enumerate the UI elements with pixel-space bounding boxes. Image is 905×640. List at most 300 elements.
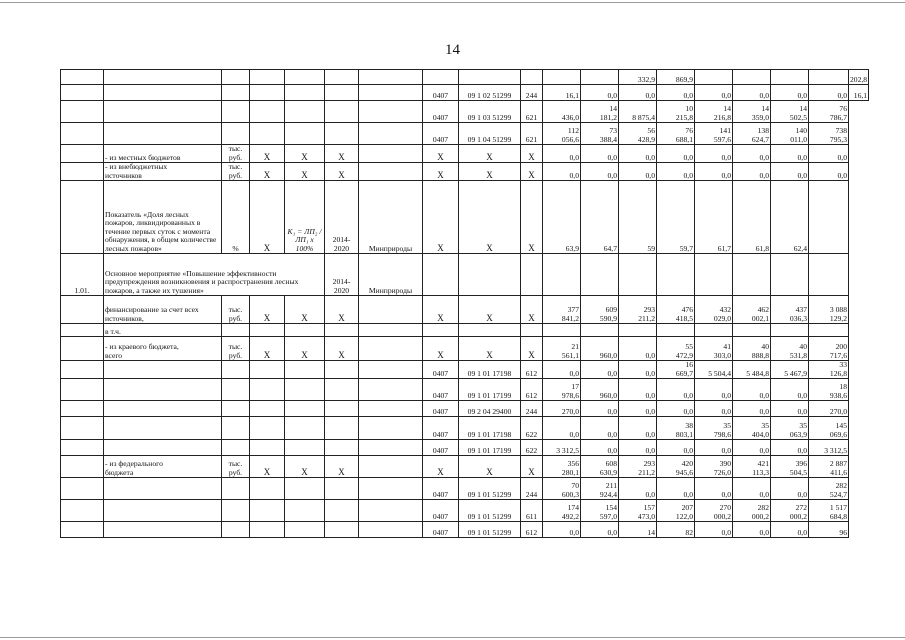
table-cell: X	[423, 145, 459, 163]
table-cell: 73 388,4	[581, 123, 619, 145]
table-cell: X	[250, 163, 285, 181]
table-cell: 40 531,8	[771, 337, 809, 361]
table-cell: X	[325, 337, 359, 361]
table-row	[61, 456, 869, 478]
table-cell	[809, 324, 849, 337]
table-cell: 0,0	[619, 401, 657, 417]
table-cell: 138 624,7	[733, 123, 771, 145]
table-cell: 55 472,9	[657, 337, 695, 361]
table-cell: 40 888,8	[733, 337, 771, 361]
table-cell	[325, 417, 359, 440]
table-cell	[285, 500, 325, 522]
table-cell: 2 887 411,6	[809, 456, 849, 478]
table-row	[61, 324, 869, 337]
table-cell	[359, 324, 423, 337]
table-cell: Минприроды	[359, 254, 423, 296]
table-cell: 960,0	[581, 337, 619, 361]
table-cell: X	[521, 337, 543, 361]
table-cell: 396 504,5	[771, 456, 809, 478]
table-cell: 14	[619, 522, 657, 538]
table-row	[61, 522, 869, 538]
table-cell	[459, 254, 521, 296]
table-cell	[104, 379, 222, 401]
table-cell	[359, 85, 423, 101]
table-cell: X	[521, 181, 543, 254]
table-cell	[359, 361, 423, 379]
table-cell: 270,0	[809, 401, 849, 417]
table-cell	[104, 522, 222, 538]
table-cell: 390 726,0	[695, 456, 733, 478]
table-cell: 14 181,2	[581, 101, 619, 123]
table-cell	[521, 324, 543, 337]
table-row	[61, 101, 869, 123]
table-row	[61, 478, 869, 500]
table-cell: 10 215,8	[657, 101, 695, 123]
table-cell: 0,0	[809, 163, 849, 181]
table-cell	[222, 324, 250, 337]
table-cell: 0,0	[581, 361, 619, 379]
table-cell: 0,0	[771, 85, 809, 101]
table-cell	[104, 101, 222, 123]
table-cell: 0,0	[619, 478, 657, 500]
top-edge-rule	[0, 2, 905, 3]
table-row	[61, 417, 869, 440]
table-cell: 09 1 02 51299	[459, 85, 521, 101]
table-cell: 200 717,6	[809, 337, 849, 361]
table-cell	[325, 70, 359, 85]
table-cell	[104, 417, 222, 440]
table-cell: тыс. руб.	[222, 337, 250, 361]
table-cell: X	[459, 163, 521, 181]
table-cell	[809, 254, 849, 296]
table-cell	[521, 254, 543, 296]
table-cell: 0,0	[733, 379, 771, 401]
table-cell: 293 211,2	[619, 456, 657, 478]
table-cell: 8 875,4	[619, 101, 657, 123]
table-cell: 0,0	[733, 522, 771, 538]
table-cell	[733, 254, 771, 296]
table-cell: 56 428,9	[619, 123, 657, 145]
table-cell: 0,0	[695, 440, 733, 456]
table-cell	[325, 401, 359, 417]
table-cell: X	[250, 337, 285, 361]
table-cell: X	[423, 181, 459, 254]
table-cell: 0,0	[581, 417, 619, 440]
table-cell: 14 216,8	[695, 101, 733, 123]
table-cell: 1.01.	[61, 254, 104, 296]
table-cell: 3 088 129,2	[809, 296, 849, 324]
table-cell	[809, 70, 849, 85]
table-cell	[61, 417, 104, 440]
table-cell	[222, 500, 250, 522]
table-cell: 2014- 2020	[325, 254, 359, 296]
table-cell	[61, 361, 104, 379]
table-cell: 244	[521, 401, 543, 417]
table-cell	[695, 324, 733, 337]
table-cell	[325, 85, 359, 101]
table-cell: 154 597,0	[581, 500, 619, 522]
table-cell: 1 517 684,8	[809, 500, 849, 522]
table-cell: 869,9	[657, 70, 695, 85]
table-cell: Основное мероприятие «Повышение эффективности предупреждения возникновения и распространения лесных пожаров, а также их тушения»	[104, 254, 325, 296]
table-cell: 0,0	[543, 522, 581, 538]
table-cell	[543, 254, 581, 296]
table-cell	[104, 401, 222, 417]
table-cell	[61, 181, 104, 254]
table-cell	[222, 478, 250, 500]
table-cell	[581, 324, 619, 337]
table-cell: 140 011,0	[771, 123, 809, 145]
table-cell: 282 524,7	[809, 478, 849, 500]
table-cell: 0,0	[695, 85, 733, 101]
table-cell: 0,0	[657, 379, 695, 401]
table-cell: 09 1 01 17199	[459, 440, 521, 456]
table-cell: X	[459, 337, 521, 361]
table-cell: 0,0	[657, 145, 695, 163]
table-cell	[285, 401, 325, 417]
table-cell: 0407	[423, 417, 459, 440]
table-cell	[423, 324, 459, 337]
table-cell: - из внебюджетных источников	[104, 163, 222, 181]
table-row	[61, 254, 869, 296]
table-cell: 0,0	[657, 440, 695, 456]
table-cell	[222, 85, 250, 101]
table-cell: 112 056,6	[543, 123, 581, 145]
table-cell	[359, 70, 423, 85]
table-cell: 0407	[423, 500, 459, 522]
table-cell	[250, 379, 285, 401]
table-row	[61, 181, 869, 254]
table-cell	[285, 70, 325, 85]
table-cell	[359, 401, 423, 417]
table-cell	[771, 70, 809, 85]
table-cell: 0,0	[733, 440, 771, 456]
table-cell	[104, 123, 222, 145]
table-cell: 420 945,6	[657, 456, 695, 478]
table-cell: 377 841,2	[543, 296, 581, 324]
table-cell: X	[285, 296, 325, 324]
bottom-edge-rule	[0, 637, 905, 638]
table-cell	[61, 522, 104, 538]
table-cell: 41 303,0	[695, 337, 733, 361]
table-cell: 293 211,2	[619, 296, 657, 324]
table-cell: тыс. руб.	[222, 296, 250, 324]
table-cell: X	[325, 145, 359, 163]
table-cell: 0,0	[619, 337, 657, 361]
table-cell: Показатель «Доля лесных пожаров, ликвидированных в течение первых суток с момента обнаружения, в общем количестве лесных пожаров»	[104, 181, 222, 254]
table-cell	[250, 85, 285, 101]
page-number: 14	[445, 42, 460, 58]
table-cell: 5 467,9	[771, 361, 809, 379]
table-cell: 0,0	[771, 440, 809, 456]
table-cell	[325, 500, 359, 522]
table-cell: 5 484,8	[733, 361, 771, 379]
table-cell	[657, 324, 695, 337]
table-cell: 738 795,3	[809, 123, 849, 145]
table-cell	[285, 324, 325, 337]
table-cell	[619, 254, 657, 296]
table-cell	[325, 361, 359, 379]
table-cell	[325, 379, 359, 401]
table-cell: - из краевого бюджета, всего	[104, 337, 222, 361]
table-cell: 0,0	[581, 522, 619, 538]
table-cell	[250, 440, 285, 456]
table-cell: 76 786,7	[809, 101, 849, 123]
table-row	[61, 85, 869, 101]
table-cell: в т.ч.	[104, 324, 222, 337]
table-cell: 141 597,6	[695, 123, 733, 145]
table-cell: 612	[521, 379, 543, 401]
table-cell: 0,0	[619, 417, 657, 440]
table-cell: 59	[619, 181, 657, 254]
table-cell: 0,0	[581, 440, 619, 456]
table-cell	[61, 456, 104, 478]
table-cell	[250, 324, 285, 337]
table-cell: 3 312,5	[543, 440, 581, 456]
table-cell: X	[250, 296, 285, 324]
table-cell: 3 312,5	[809, 440, 849, 456]
table-cell: 14 502,5	[771, 101, 809, 123]
table-cell	[459, 324, 521, 337]
table-cell	[423, 70, 459, 85]
table-cell	[61, 145, 104, 163]
table-cell	[359, 145, 423, 163]
table-cell: тыс. руб.	[222, 456, 250, 478]
table-cell	[250, 101, 285, 123]
table-cell: 0,0	[695, 145, 733, 163]
table-cell	[285, 478, 325, 500]
table-cell: 622	[521, 417, 543, 440]
table-cell	[61, 440, 104, 456]
table-cell	[250, 361, 285, 379]
table-row	[61, 440, 869, 456]
table-cell: 09 1 01 51299	[459, 500, 521, 522]
table-cell: 35 798,6	[695, 417, 733, 440]
table-cell	[222, 101, 250, 123]
table-cell: 0,0	[695, 379, 733, 401]
table-cell: 62,4	[771, 181, 809, 254]
table-cell	[359, 296, 423, 324]
table-cell	[695, 254, 733, 296]
table-cell	[61, 500, 104, 522]
table-cell	[771, 254, 809, 296]
table-cell: 0,0	[657, 478, 695, 500]
table-cell: 608 630,9	[581, 456, 619, 478]
table-cell: 0,0	[695, 163, 733, 181]
table-cell	[250, 70, 285, 85]
table-cell	[359, 440, 423, 456]
table-cell: 61,7	[695, 181, 733, 254]
table-cell: тыс. руб.	[222, 145, 250, 163]
table-cell: 0,0	[581, 401, 619, 417]
table-cell: Минприроды	[359, 181, 423, 254]
table-row	[61, 379, 869, 401]
table-cell	[359, 500, 423, 522]
table-cell: 0,0	[771, 163, 809, 181]
table-cell: 63,9	[543, 181, 581, 254]
table-cell: 0,0	[733, 145, 771, 163]
table-cell	[285, 522, 325, 538]
table-cell: 462 002,1	[733, 296, 771, 324]
table-cell: X	[325, 296, 359, 324]
table-cell	[325, 101, 359, 123]
table-row	[61, 500, 869, 522]
table-cell: 96	[809, 522, 849, 538]
table-cell: X	[459, 145, 521, 163]
table-cell	[250, 478, 285, 500]
table-cell: 0,0	[619, 440, 657, 456]
table-cell: 0,0	[695, 478, 733, 500]
table-cell: 0,0	[543, 417, 581, 440]
table-cell	[104, 500, 222, 522]
table-cell: 0,0	[619, 85, 657, 101]
table-cell	[250, 500, 285, 522]
table-cell	[61, 401, 104, 417]
table-cell: 612	[521, 361, 543, 379]
table-cell	[61, 101, 104, 123]
table-cell: K₁ = ЛП₂ / ЛП₁ x 100%	[285, 181, 325, 254]
table-cell: 0407	[423, 401, 459, 417]
table-cell	[222, 417, 250, 440]
table-row	[61, 123, 869, 145]
table-cell: 622	[521, 440, 543, 456]
table-cell: 0,0	[657, 85, 695, 101]
table-cell: финансирование за счет всех источников,	[104, 296, 222, 324]
table-cell: 09 1 01 17198	[459, 361, 521, 379]
table-cell: 18 938,6	[809, 379, 849, 401]
table-cell	[359, 456, 423, 478]
table-cell: 0407	[423, 478, 459, 500]
table-cell	[61, 478, 104, 500]
table-cell: 09 1 03 51299	[459, 101, 521, 123]
table-cell: 202,8	[849, 70, 869, 85]
table-cell: 76 688,1	[657, 123, 695, 145]
table-row	[61, 70, 869, 85]
table-cell: 476 418,5	[657, 296, 695, 324]
table-cell	[359, 379, 423, 401]
table-cell: 5 504,4	[695, 361, 733, 379]
table-cell	[250, 401, 285, 417]
table-cell: 0,0	[581, 85, 619, 101]
table-cell: 0,0	[809, 85, 849, 101]
table-cell	[325, 440, 359, 456]
table-cell: 0,0	[771, 478, 809, 500]
table-cell	[809, 181, 849, 254]
table-cell: X	[521, 163, 543, 181]
table-cell	[61, 337, 104, 361]
table-cell: 09 1 01 51299	[459, 478, 521, 500]
table-cell	[222, 70, 250, 85]
table-cell	[222, 361, 250, 379]
table-cell: 0407	[423, 85, 459, 101]
table-cell: X	[521, 145, 543, 163]
table-cell: X	[285, 163, 325, 181]
table-cell	[61, 163, 104, 181]
table-cell: 0407	[423, 440, 459, 456]
table-cell	[222, 401, 250, 417]
table-cell: 436,0	[543, 101, 581, 123]
table-cell: 0,0	[543, 145, 581, 163]
table-cell: 0,0	[733, 478, 771, 500]
table-cell: 0,0	[771, 379, 809, 401]
table-cell: тыс. руб.	[222, 163, 250, 181]
table-cell	[285, 123, 325, 145]
table-cell	[250, 522, 285, 538]
table-cell: X	[521, 456, 543, 478]
table-row	[61, 145, 869, 163]
table-cell	[521, 70, 543, 85]
table-cell	[359, 123, 423, 145]
table-cell: 0,0	[733, 163, 771, 181]
table-cell: X	[285, 456, 325, 478]
table-cell: 0,0	[619, 379, 657, 401]
table-cell	[581, 70, 619, 85]
table-cell	[325, 478, 359, 500]
table-cell	[581, 254, 619, 296]
table-cell: X	[423, 163, 459, 181]
table-row	[61, 296, 869, 324]
table-cell: 611	[521, 500, 543, 522]
table-cell: 17 978,6	[543, 379, 581, 401]
table-cell: 70 600,3	[543, 478, 581, 500]
table-cell: 174 492,2	[543, 500, 581, 522]
table-cell: X	[250, 145, 285, 163]
table-cell: 0,0	[733, 85, 771, 101]
table-cell: 64,7	[581, 181, 619, 254]
table-cell: X	[285, 337, 325, 361]
table-cell: 0,0	[619, 145, 657, 163]
table-cell: 16,1	[543, 85, 581, 101]
table-cell: 0,0	[619, 361, 657, 379]
table-cell: 621	[521, 101, 543, 123]
table-cell	[61, 85, 104, 101]
table-cell: X	[325, 163, 359, 181]
table-cell: 0,0	[619, 163, 657, 181]
table-cell	[543, 324, 581, 337]
table-cell: 272 000,2	[771, 500, 809, 522]
table-cell: 0,0	[543, 163, 581, 181]
table-cell: 14 359,0	[733, 101, 771, 123]
table-cell: 35 063,9	[771, 417, 809, 440]
table-cell	[285, 361, 325, 379]
table-cell: - из местных бюджетов	[104, 145, 222, 163]
table-cell: 0407	[423, 522, 459, 538]
table-cell: 0407	[423, 379, 459, 401]
table-cell	[325, 324, 359, 337]
table-cell: 09 1 04 51299	[459, 123, 521, 145]
table-cell: 09 1 01 17198	[459, 417, 521, 440]
table-cell: 437 036,3	[771, 296, 809, 324]
table-cell	[359, 522, 423, 538]
table-cell: X	[423, 456, 459, 478]
table-row	[61, 361, 869, 379]
table-cell: X	[459, 181, 521, 254]
table-cell: X	[250, 456, 285, 478]
table-cell: 0,0	[771, 145, 809, 163]
table-cell	[359, 478, 423, 500]
table-cell: 0,0	[771, 401, 809, 417]
table-cell: 244	[521, 478, 543, 500]
table-cell	[250, 417, 285, 440]
table-cell	[359, 101, 423, 123]
table-cell: 16 669,7	[657, 361, 695, 379]
table-cell	[733, 70, 771, 85]
table-cell	[325, 123, 359, 145]
table-cell	[325, 522, 359, 538]
table-cell: 2014- 2020	[325, 181, 359, 254]
table-cell	[61, 324, 104, 337]
table-cell	[657, 254, 695, 296]
